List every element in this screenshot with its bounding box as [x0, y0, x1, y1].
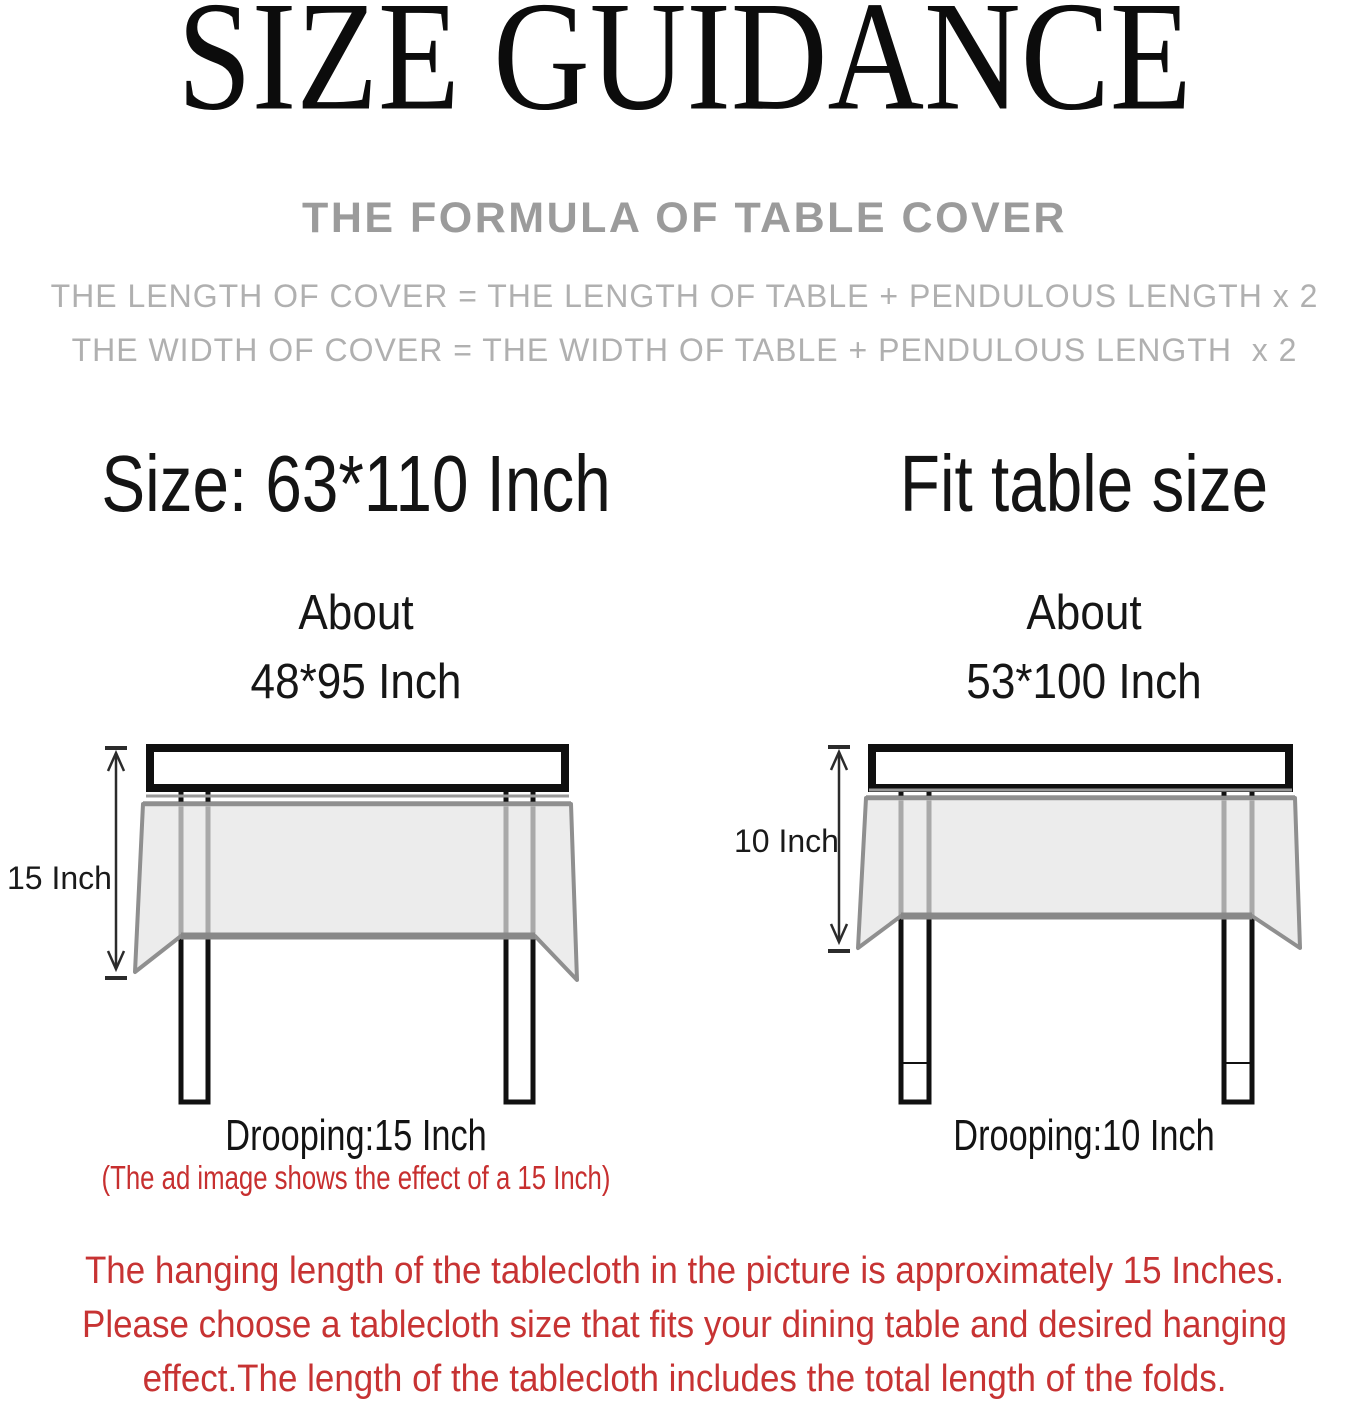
about-label-right: About: [1026, 586, 1142, 640]
drooping-label-left: Drooping:15 Inch: [225, 1111, 487, 1160]
tabletop: [150, 748, 565, 788]
page-title: SIZE GUIDANCE: [177, 0, 1192, 143]
footer-note-line-2: Please choose a tablecloth size that fits your dining table and desired hanging: [82, 1304, 1287, 1346]
cover-size-header: Size: 63*110 Inch: [101, 439, 611, 528]
table-diagram-15inch-svg: [45, 740, 665, 1110]
drooping-label-right: Drooping:10 Inch: [953, 1111, 1215, 1160]
table-diagram-15inch: [7, 740, 665, 1110]
table-diagram-10inch-svg: [760, 740, 1369, 1110]
formula-heading: THE FORMULA OF TABLE COVER: [302, 194, 1067, 242]
table-size-left: 48*95 Inch: [250, 655, 462, 709]
footer-note-line-3: effect.The length of the tablecloth includes the total length of the folds.: [142, 1358, 1227, 1400]
formula-line-length: THE LENGTH OF COVER = THE LENGTH OF TABLE + PENDULOUS LENGTH x 2: [50, 278, 1319, 314]
table-diagram-10inch: [734, 740, 1369, 1110]
drop-length-label-left: 15 Inch: [7, 860, 112, 896]
tabletop: [872, 748, 1289, 788]
fit-table-size-header: Fit table size: [899, 439, 1269, 528]
ad-effect-note: (The ad image shows the effect of a 15 Inch): [101, 1159, 611, 1196]
drop-length-label-right: 10 Inch: [734, 823, 839, 859]
about-label-left: About: [298, 586, 414, 640]
formula-line-width: THE WIDTH OF COVER = THE WIDTH OF TABLE + PENDULOUS LENGTH x 2: [71, 332, 1298, 368]
table-size-right: 53*100 Inch: [966, 655, 1202, 709]
footer-note-line-1: The hanging length of the tablecloth in the picture is approximately 15 Inches.: [84, 1250, 1285, 1292]
